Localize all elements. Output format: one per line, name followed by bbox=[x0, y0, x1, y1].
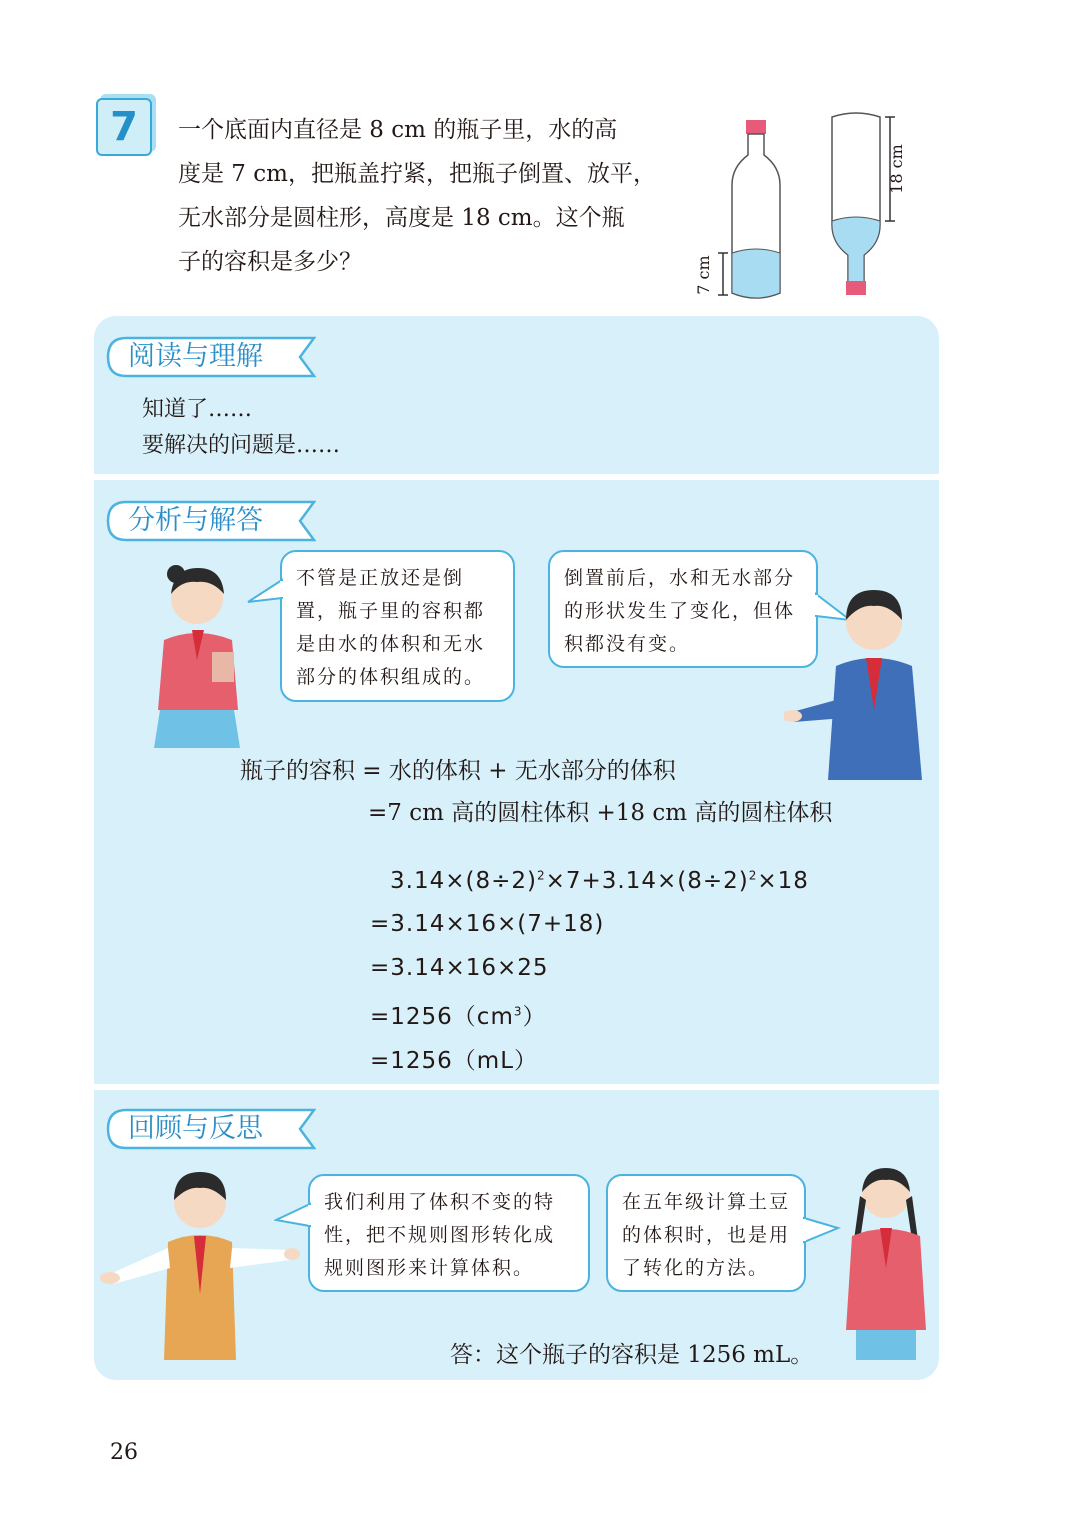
problem-line: 度是 7 cm，把瓶盖拧紧，把瓶子倒置、放平， bbox=[178, 161, 656, 187]
review-girl-speech-bubble bbox=[606, 1174, 806, 1292]
calc-line-1 bbox=[390, 868, 809, 894]
calc-line-2: =3.14×16×(7+18) bbox=[370, 911, 605, 937]
bottle-cap bbox=[746, 120, 766, 134]
bubble-line: 部分的体积组成的。 bbox=[296, 666, 486, 688]
exponent: 2 bbox=[748, 868, 758, 883]
bubble-pointer bbox=[246, 576, 286, 616]
bubble-line: 是由水的体积和无水 bbox=[296, 633, 486, 655]
bubble-line: 的形状发生了变化，但体 bbox=[564, 600, 796, 622]
problem-number-badge bbox=[96, 98, 152, 156]
exponent: 2 bbox=[536, 868, 546, 883]
equation-line-1: 瓶子的容积 = 水的体积 + 无水部分的体积 bbox=[240, 758, 676, 784]
page-number: 26 bbox=[110, 1440, 138, 1465]
problem-text bbox=[178, 108, 678, 284]
review-section bbox=[94, 1090, 939, 1380]
calc-term: ） bbox=[522, 1004, 547, 1030]
inverted-bottle bbox=[832, 113, 906, 295]
water-height-label: 7 cm bbox=[694, 255, 713, 295]
calc-term: =1256（cm bbox=[370, 1004, 514, 1030]
solve-section-tag bbox=[106, 500, 316, 542]
read-section-title: 阅读与理解 bbox=[128, 341, 263, 372]
solve-section-title: 分析与解答 bbox=[128, 505, 263, 536]
problem-line: 一个底面内直径是 8 cm 的瓶子里，水的高 bbox=[178, 117, 618, 143]
bottle-cap bbox=[846, 281, 866, 295]
read-section-tag bbox=[106, 336, 316, 378]
final-answer: 答：这个瓶子的容积是 1256 mL。 bbox=[450, 1342, 814, 1368]
review-section-tag bbox=[106, 1108, 316, 1150]
calc-term: 3.14×(8÷2) bbox=[390, 868, 537, 894]
read-question-text: 要解决的问题是…… bbox=[142, 433, 341, 458]
bubble-line: 积都没有变。 bbox=[564, 633, 691, 655]
problem-number: 7 bbox=[110, 104, 138, 150]
bubble-line: 不管是正放还是倒 bbox=[296, 567, 465, 589]
problem-line: 子的容积是多少？ bbox=[178, 249, 362, 275]
calc-line-5: =1256（mL） bbox=[370, 1048, 539, 1074]
bubble-line: 倒置前后，水和无水部分 bbox=[564, 567, 796, 589]
air-height-label: 18 cm bbox=[887, 144, 906, 194]
read-known-text: 知道了…… bbox=[142, 397, 253, 422]
bubble-line: 规则图形来计算体积。 bbox=[324, 1257, 535, 1279]
bubble-pointer bbox=[274, 1200, 314, 1240]
bubble-line: 性，把不规则图形转化成 bbox=[324, 1224, 556, 1246]
bubble-line: 在五年级计算土豆 bbox=[622, 1191, 791, 1213]
bubble-line: 置，瓶子里的容积都 bbox=[296, 600, 486, 622]
bubble-line: 的体积时，也是用 bbox=[622, 1224, 791, 1246]
girl-braids-illustration bbox=[834, 1160, 938, 1366]
boy-vest-illustration bbox=[100, 1164, 300, 1364]
bubble-line: 我们利用了体积不变的特 bbox=[324, 1191, 556, 1213]
review-section-title: 回顾与反思 bbox=[128, 1113, 263, 1144]
boy-student-illustration bbox=[784, 580, 934, 790]
calc-line-4 bbox=[370, 998, 547, 1031]
boy-speech-bubble bbox=[548, 550, 818, 668]
read-section bbox=[94, 316, 939, 474]
upright-bottle bbox=[694, 120, 780, 298]
girl-student-illustration bbox=[142, 560, 252, 760]
bubble-line: 了转化的方法。 bbox=[622, 1257, 770, 1279]
calc-line-3: =3.14×16×25 bbox=[370, 955, 549, 981]
problem-line: 无水部分是圆柱形，高度是 18 cm。这个瓶 bbox=[178, 205, 625, 231]
girl-speech-bubble bbox=[280, 550, 515, 702]
bottle-figure bbox=[690, 105, 920, 305]
calc-term: ×7+3.14×(8÷2) bbox=[545, 868, 749, 894]
calc-term: ×18 bbox=[757, 868, 809, 894]
exponent: 3 bbox=[513, 1004, 523, 1019]
review-boy-speech-bubble bbox=[308, 1174, 590, 1292]
solve-section bbox=[94, 480, 939, 1084]
equation-line-2: =7 cm 高的圆柱体积 +18 cm 高的圆柱体积 bbox=[368, 800, 833, 826]
